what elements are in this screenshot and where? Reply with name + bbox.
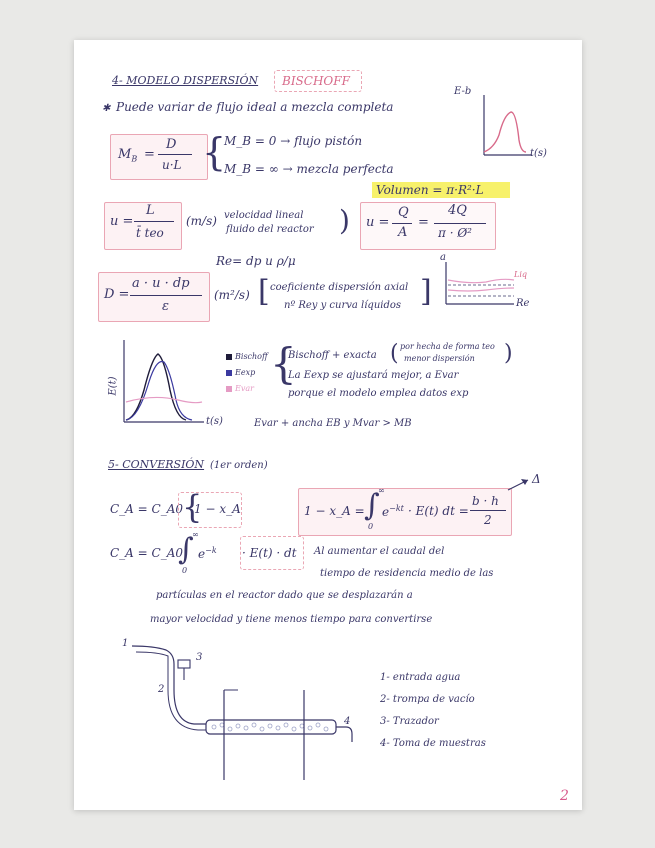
u-desc-1: velocidad lineal (224, 210, 304, 221)
note-line-2: tiempo de residencia medio de las (320, 568, 494, 579)
d-desc-bracket-close: ] (420, 274, 432, 309)
conversion-lower-limit: 0 (368, 522, 374, 531)
mb-numerator: D (166, 137, 177, 152)
bullet-evar: porque el modelo emplea datos exp (288, 388, 469, 399)
legend-item-bischoff: Bischoff (226, 352, 268, 362)
ca-equation-2-lhs: C_A = C_A0 (110, 546, 184, 560)
bullet-icon: ✱ (102, 103, 111, 114)
bullet-bischoff-exact: Bischoff + exacta (288, 350, 377, 361)
d-units: (m²/s) (214, 288, 250, 302)
d-desc-bracket-open: [ (258, 274, 270, 309)
bullet-bischoff-note-2: menor dispersión (404, 354, 475, 363)
note-line-1: Al aumentar el caudal del (314, 546, 445, 557)
diagram-label-4: 4 (344, 716, 351, 727)
e-b-graph-xlabel: t(s) (530, 148, 547, 159)
ca-equation-2-integral: ∫ (178, 532, 194, 567)
e-b-graph-ylabel: E-b (454, 86, 472, 97)
ca-equation-2-upper: ∞ (192, 530, 199, 539)
mb-equals: = (144, 147, 155, 162)
bullet-eexp: La Eexp se ajustará mejor, a Evar (288, 370, 459, 381)
u2-lhs: u = (366, 215, 390, 230)
legend-item-eexp: Eexp (226, 368, 255, 378)
a-graph-ylabel: a (440, 252, 446, 263)
diagram-legend-3: 3- Trazador (380, 716, 439, 727)
u2-numerator: Q (398, 205, 409, 220)
diagram-label-2: 2 (158, 684, 165, 695)
ca-equation-1-brace: { (182, 488, 203, 526)
u-desc-bracket: ) (339, 204, 350, 237)
note-line-3: partículas en el reactor dado que se desplazarán a (156, 590, 413, 601)
diagram-legend-2: 2- trompa de vacío (380, 694, 475, 705)
reynolds-formula: Re= dp u ρ/μ (216, 254, 296, 268)
d-desc-2: nº Rey y curva líquidos (284, 300, 402, 311)
mb-denominator: u·L (162, 158, 182, 172)
d-numerator: a · u · dp (132, 276, 190, 291)
ca-equation-2-rest: · E(t) · dt (242, 546, 297, 560)
bullet-bischoff-paren: ( (390, 341, 399, 366)
intro-text: Puede variar de flujo ideal a mezcla completa (116, 100, 394, 114)
u2-equals: = (418, 215, 429, 230)
conversion-upper-limit: ∞ (378, 486, 385, 495)
notebook-page (74, 40, 582, 810)
mb-brace: { (202, 130, 227, 174)
u-numerator: L (146, 203, 155, 218)
diagram-label-3: 3 (196, 652, 203, 663)
u3-denominator: π · Ø² (438, 226, 472, 240)
bullet-bischoff-note-1: por hecha de forma teo (400, 342, 495, 351)
u3-numerator: 4Q (448, 203, 467, 218)
reactor-apparatus-drawing (74, 40, 582, 810)
conversion-area-denominator: 2 (484, 513, 492, 527)
et-graph-ylabel: E(t) (107, 376, 119, 396)
section-5-heading: 5- CONVERSIÓN (108, 458, 205, 471)
page-number: 2 (560, 788, 569, 804)
diagram-legend-4: 4- Toma de muestras (380, 738, 486, 749)
legend-item-evar: Evar (226, 384, 254, 394)
a-graph-xlabel: Re (516, 298, 530, 309)
a-graph-curve-label: Liq (514, 270, 527, 279)
conversion-integral: ∫ (364, 488, 380, 523)
conversion-rest: · E(t) dt = (408, 504, 469, 518)
bullet-bischoff-paren-close: ) (504, 341, 513, 366)
u2-denominator: A (398, 225, 408, 240)
delta-symbol: Δ (532, 472, 541, 486)
u-desc-2: fluido del reactor (226, 224, 314, 235)
mb-case-2: M_B = ∞ → mezcla perfecta (224, 162, 394, 176)
section-4-heading: 4- MODELO DISPERSIÓN (112, 74, 259, 87)
d-desc-1: coeficiente dispersión axial (270, 282, 409, 293)
volume-formula: Volumen = π·R²·L (376, 183, 484, 197)
mb-lhs: $M_B$ (118, 147, 138, 164)
bischoff-tag: BISCHOFF (282, 74, 350, 88)
u-denominator: t̄ teo (136, 226, 164, 240)
mb-case-1: M_B = 0 → flujo pistón (224, 134, 363, 148)
conversion-lhs: 1 − x_A = (304, 504, 365, 518)
d-denominator: ε (162, 299, 169, 314)
ca-equation-2-lower: 0 (182, 566, 188, 575)
ca-equation-2-exp: $e^{-k}$ (198, 546, 217, 561)
conversion-area-numerator: b · h (472, 494, 499, 508)
ca-equation-1-rhs: 1 − x_A (194, 502, 241, 516)
diagram-legend-1: 1- entrada agua (380, 672, 461, 683)
evar-comparison: Evar + ancha EB y Mvar > MB (254, 418, 412, 429)
diagram-label-1: 1 (122, 638, 129, 649)
u-units: (m/s) (186, 214, 217, 228)
u-lhs: u = (110, 214, 134, 229)
conversion-exp: $e^{-kt}$ (382, 504, 404, 519)
ca-equation-1-lhs: C_A = C_A0 (110, 502, 184, 516)
legend-brace: { (270, 339, 297, 388)
note-line-4: mayor velocidad y tiene menos tiempo para convertirse (150, 614, 433, 625)
d-lhs: D = (104, 287, 130, 302)
et-graph-xlabel: t(s) (206, 416, 223, 427)
section-5-order: (1er orden) (210, 460, 268, 471)
